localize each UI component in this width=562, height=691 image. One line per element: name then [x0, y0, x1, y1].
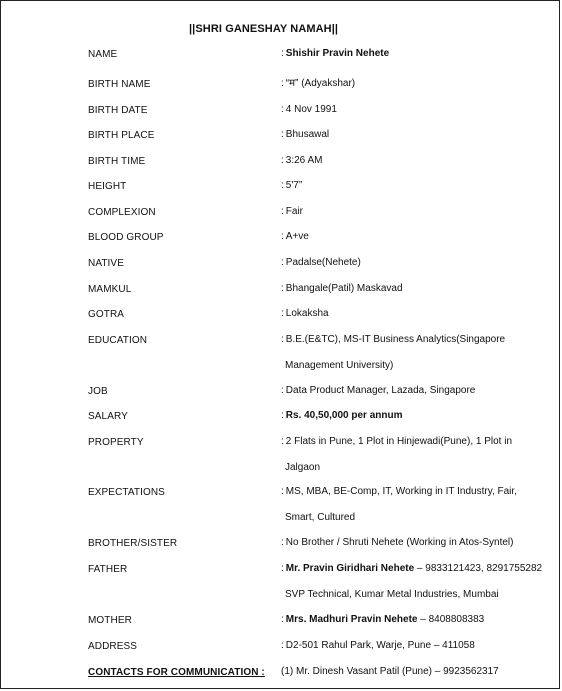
row-value-line: [281, 206, 303, 217]
row-value-text: – 8408808383: [417, 614, 485, 625]
row-value-text: 5'7”: [285, 180, 303, 191]
row-value: [281, 556, 546, 607]
row-value: [281, 429, 546, 480]
colon-separator: :: [281, 640, 284, 651]
row-value-text: (1) Mr. Dinesh Vasant Patil (Pune) – 9923562317: [281, 666, 499, 677]
row-value-line: [281, 410, 403, 421]
row-value-text: Data Product Manager, Lazada, Singapore: [285, 385, 476, 396]
row-value-line: [281, 231, 309, 242]
row-value-text: No Brother / Shruti Nehete (Working in Atos-Syntel): [285, 537, 514, 548]
row-value: [281, 122, 546, 148]
colon-separator: :: [281, 308, 284, 319]
row-label: PROPERTY: [88, 437, 144, 448]
colon-separator: :: [281, 155, 284, 166]
row-value: [281, 403, 546, 429]
row-value: [281, 327, 546, 378]
colon-separator: :: [281, 48, 284, 59]
row-value-line: [281, 614, 484, 625]
row-value: [281, 199, 546, 225]
page-title: ||SHRI GANESHAY NAMAH||: [189, 23, 339, 35]
row-value-text: Padalse(Nehete): [285, 257, 361, 268]
row-value: [281, 530, 546, 556]
colon-separator: :: [281, 436, 284, 447]
row-value-text: 4 Nov 1991: [285, 104, 337, 115]
row-value: [281, 148, 546, 174]
row-label: FATHER: [88, 564, 128, 575]
colon-separator: :: [281, 283, 284, 294]
row-value-line: [281, 48, 389, 59]
row-label: COMPLEXION: [88, 207, 156, 218]
row-value-text: – 9833121423, 8291755282: [414, 563, 543, 574]
row-value-line: [281, 537, 513, 548]
row-label: BIRTH NAME: [88, 79, 151, 90]
row-value: [281, 633, 546, 659]
row-value-line: [281, 104, 337, 115]
row-value-text: Fair: [285, 206, 304, 217]
colon-separator: :: [281, 180, 284, 191]
row-value-text: Bhangale(Patil) Maskavad: [285, 283, 403, 294]
colon-separator: :: [281, 486, 284, 497]
colon-separator: :: [281, 385, 284, 396]
row-value-line: [281, 283, 403, 294]
row-value-name: Mr. Pravin Giridhari Nehete: [285, 563, 415, 574]
colon-separator: :: [281, 78, 284, 89]
row-value: [281, 173, 546, 199]
row-value-continuation: Management University): [285, 359, 394, 371]
colon-separator: :: [281, 104, 284, 115]
row-value: [281, 479, 546, 530]
colon-separator: :: [281, 129, 284, 140]
row-value-line: [281, 129, 329, 140]
row-value-line: [281, 308, 329, 319]
row-value-line: [281, 640, 475, 651]
row-label: MOTHER: [88, 615, 132, 626]
row-label: NAME: [88, 49, 118, 60]
row-label: BIRTH TIME: [88, 156, 146, 167]
row-value-continuation: Jalgaon: [285, 461, 321, 473]
row-value-line: [281, 334, 505, 345]
row-value-text: Rs. 40,50,000 per annum: [285, 410, 403, 421]
row-value-line: [281, 385, 475, 396]
row-label: GOTRA: [88, 309, 125, 320]
row-label: CONTACTS FOR COMMUNICATION :: [88, 667, 265, 678]
row-value-line: [281, 78, 355, 89]
colon-separator: :: [281, 537, 284, 548]
colon-separator: :: [281, 257, 284, 268]
row-label: BIRTH PLACE: [88, 130, 155, 141]
row-label: NATIVE: [88, 258, 124, 269]
row-value-continuation: SVP Technical, Kumar Metal Industries, Mumbai: [285, 588, 499, 600]
colon-separator: :: [281, 231, 284, 242]
row-value: [281, 276, 546, 302]
row-label: BIRTH DATE: [88, 105, 148, 116]
row-value-text: “म” (Adyakshar): [285, 78, 356, 89]
row-value-line: [281, 486, 517, 497]
row-value-text: 2 Flats in Pune, 1 Plot in Hinjewadi(Pune), 1 Plot in: [285, 436, 513, 447]
row-label: SALARY: [88, 411, 128, 422]
colon-separator: :: [281, 206, 284, 217]
row-label: ADDRESS: [88, 641, 138, 652]
row-value-text: Lokaksha: [285, 308, 329, 319]
row-value: [281, 224, 546, 250]
row-value-continuation: Smart, Cultured: [285, 511, 356, 523]
row-value-line: [281, 180, 302, 191]
row-label: BLOOD GROUP: [88, 232, 164, 243]
row-value-text: 3:26 AM: [285, 155, 323, 166]
row-value-line: [281, 563, 542, 574]
row-value-line: [281, 155, 322, 166]
row-label: BROTHER/SISTER: [88, 538, 178, 549]
row-value-text: D2-501 Rahul Park, Warje, Pune – 411058: [285, 640, 475, 651]
row-label: JOB: [88, 386, 108, 397]
colon-separator: :: [281, 614, 284, 625]
colon-separator: :: [281, 410, 284, 421]
row-value-line: [281, 666, 499, 677]
row-value: [281, 607, 546, 633]
row-value-text: Shishir Pravin Nehete: [285, 48, 390, 59]
row-label: EXPECTATIONS: [88, 487, 165, 498]
row-value-text: A+ve: [285, 231, 309, 242]
row-label: EDUCATION: [88, 335, 148, 346]
colon-separator: :: [281, 334, 284, 345]
row-value-text: B.E.(E&TC), MS-IT Business Analytics(Singapore: [285, 334, 506, 345]
row-value: [281, 301, 546, 327]
row-value: [281, 41, 546, 67]
row-value-text: Bhusawal: [285, 129, 330, 140]
row-value: [281, 97, 546, 123]
row-value: [281, 71, 546, 97]
row-value-line: [281, 257, 361, 268]
row-value-text: MS, MBA, BE-Comp, IT, Working in IT Industry, Fair,: [285, 486, 517, 497]
row-value: [281, 250, 546, 276]
row-label: MAMKUL: [88, 284, 132, 295]
row-value: [281, 378, 546, 404]
row-value-line: [281, 436, 512, 447]
colon-separator: :: [281, 563, 284, 574]
row-value-name: Mrs. Madhuri Pravin Nehete: [285, 614, 418, 625]
row-label: HEIGHT: [88, 181, 127, 192]
row-value: [281, 659, 546, 685]
